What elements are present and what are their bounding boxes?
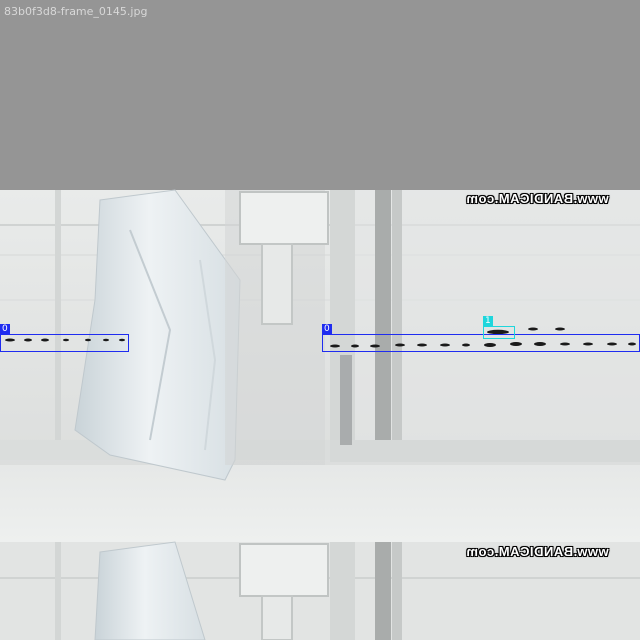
detection-box [483,326,515,339]
filename-label: 83b0f3d8-frame_0145.jpg [4,5,148,18]
detection-label: 1 [485,316,491,326]
detection-box [322,334,640,352]
detection-box [0,334,129,352]
watermark-top: www.BANDICAM.com [466,191,609,206]
detection-label: 0 [2,324,8,334]
watermark-bottom: www.BANDICAM.com [466,544,609,559]
detection-label: 0 [324,324,330,334]
scene-main [0,190,640,542]
top-gray-band [0,0,640,190]
